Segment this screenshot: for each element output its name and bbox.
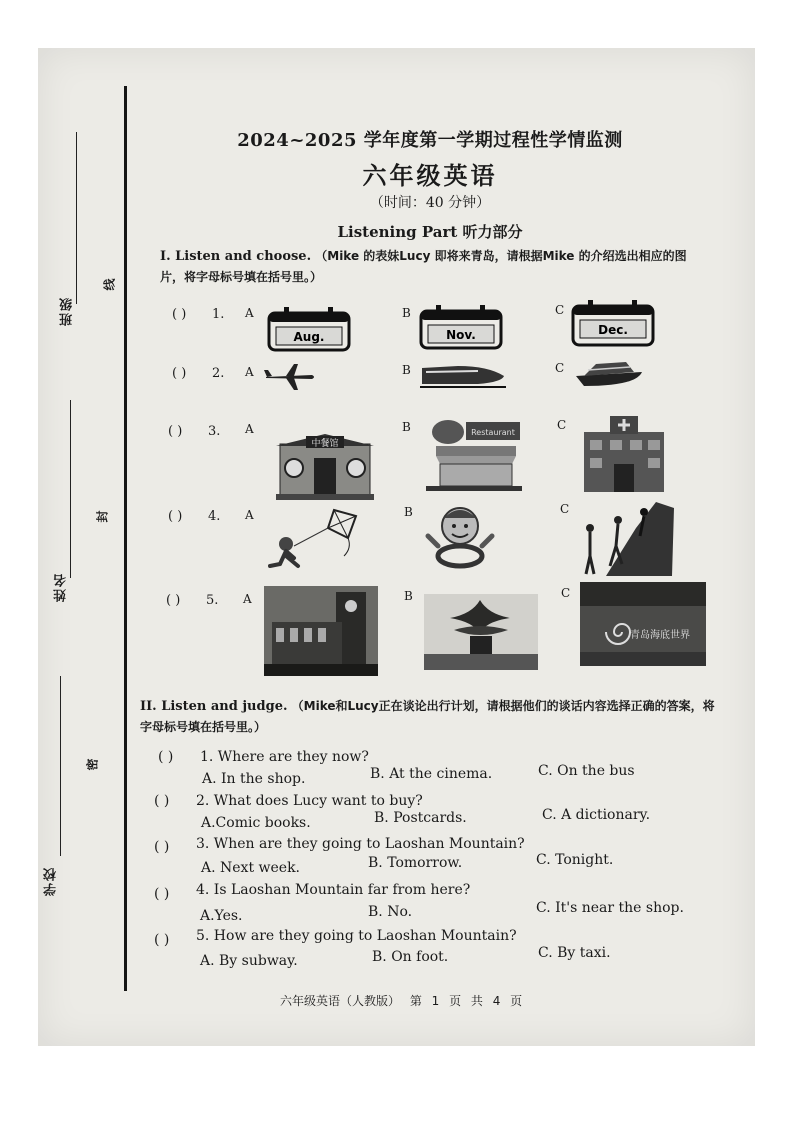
landmark-sculpture-icon xyxy=(424,594,538,670)
question-text: 1. Where are they now? xyxy=(200,749,369,765)
seal-char-secret: 密 xyxy=(85,758,100,771)
landmark-station-icon xyxy=(264,586,378,676)
option-b: B. On foot. xyxy=(372,949,449,965)
option-c-label: C xyxy=(555,361,565,375)
swimming-boy-icon xyxy=(424,502,496,576)
question-number: 4. xyxy=(208,509,221,524)
train-icon xyxy=(418,362,506,390)
seal-char-line: 线 xyxy=(102,278,117,291)
name-label: 姓名 xyxy=(54,572,69,602)
answer-paren[interactable]: ( ) xyxy=(168,509,183,524)
question-text: 2. What does Lucy want to buy? xyxy=(196,793,423,809)
section2-title: II. Listen and judge. xyxy=(140,699,288,714)
option-a-label: A xyxy=(245,422,254,436)
class-blank-line xyxy=(76,132,77,304)
calendar-dec-icon xyxy=(570,298,656,348)
option-a-label: A xyxy=(245,508,254,522)
option-b-label: B xyxy=(404,589,413,603)
option-c: C. It's near the shop. xyxy=(536,900,684,916)
question-number: 2. xyxy=(212,366,225,381)
option-a: A. Next week. xyxy=(201,860,301,876)
option-a-label: A xyxy=(243,592,252,606)
question-number: 5. xyxy=(206,593,219,608)
option-a-label: A xyxy=(245,306,254,320)
school-blank-line xyxy=(60,676,61,856)
seal-char-seal: 封 xyxy=(95,510,110,523)
class-label: 班级 xyxy=(60,296,75,326)
answer-paren[interactable]: ( ) xyxy=(172,366,187,381)
option-c: C. By taxi. xyxy=(538,945,611,961)
answer-paren[interactable]: ( ) xyxy=(166,593,181,608)
answer-paren[interactable]: ( ) xyxy=(154,793,170,809)
question-text: 5. How are they going to Laoshan Mountain? xyxy=(196,928,517,944)
answer-paren[interactable]: ( ) xyxy=(172,307,187,322)
section1-heading xyxy=(160,246,710,288)
option-b-label: B xyxy=(404,505,413,519)
chinese-restaurant-icon xyxy=(276,432,374,500)
option-a: A. By subway. xyxy=(200,953,298,969)
option-a: A. In the shop. xyxy=(202,771,306,787)
exam-subject: 六年级英语 xyxy=(362,161,498,190)
restaurant-sign: Restaurant xyxy=(471,428,515,437)
option-a: A.Yes. xyxy=(200,908,243,924)
option-b-label: B xyxy=(402,420,411,434)
question-number: 1. xyxy=(212,307,225,322)
calendar-nov-icon xyxy=(418,303,504,351)
answer-paren[interactable]: ( ) xyxy=(168,424,183,439)
option-b-label: B xyxy=(402,363,411,377)
calendar-aug-icon xyxy=(266,305,352,353)
option-c-label: C xyxy=(555,303,565,317)
question-text: 3. When are they going to Laoshan Mountain? xyxy=(196,836,525,852)
aquarium-sign: 青岛海底世界 xyxy=(630,630,690,641)
hospital-icon xyxy=(576,414,672,494)
exam-time: （时间：40 分钟） xyxy=(369,195,491,211)
option-b: B. No. xyxy=(368,904,413,920)
section2-instruction: （Mike和Lucy正在谈论出行计划，请根据他们的谈话内容选择正确的答案，将字母标号填在括号里。） xyxy=(140,699,715,734)
section1-instruction: （Mike 的表妹Lucy 即将来青岛，请根据Mike 的介绍选出相应的图片，将字母标号填在括号里。） xyxy=(160,249,687,284)
calendar-aug-label: Aug. xyxy=(293,330,325,344)
option-b: B. Tomorrow. xyxy=(368,855,463,871)
answer-paren[interactable]: ( ) xyxy=(154,839,170,855)
option-c: C. On the bus xyxy=(538,763,635,779)
aquarium-icon xyxy=(580,582,706,666)
page-footer: 六年级英语（人教版） 第 1 页 共 4 页 xyxy=(280,994,523,1008)
option-a: A.Comic books. xyxy=(201,815,311,831)
name-blank-line xyxy=(70,400,71,578)
exam-title: 2024~2025 学年度第一学期过程性学情监测 xyxy=(237,130,623,151)
option-c-label: C xyxy=(557,418,567,432)
binding-line xyxy=(124,86,127,991)
school-label: 学校 xyxy=(44,866,59,896)
option-b: B. At the cinema. xyxy=(370,766,493,782)
hiking-icon xyxy=(576,498,674,578)
answer-paren[interactable]: ( ) xyxy=(158,749,174,765)
ship-icon xyxy=(574,358,644,388)
question-text: 4. Is Laoshan Mountain far from here? xyxy=(196,882,471,898)
option-c-label: C xyxy=(560,502,570,516)
flying-kite-icon xyxy=(264,506,364,572)
chinese-restaurant-sign: 中餐馆 xyxy=(311,439,339,449)
option-a-label: A xyxy=(245,365,254,379)
airplane-icon xyxy=(264,362,316,392)
part-title: Listening Part 听力部分 xyxy=(337,223,523,241)
question-number: 3. xyxy=(208,424,221,439)
option-c-label: C xyxy=(561,586,571,600)
option-c: C. A dictionary. xyxy=(542,807,651,823)
section2-heading xyxy=(140,696,725,738)
section1-title: I. Listen and choose. xyxy=(160,249,312,264)
calendar-nov-label: Nov. xyxy=(446,328,476,342)
option-b-label: B xyxy=(402,306,411,320)
calendar-dec-label: Dec. xyxy=(598,323,628,337)
answer-paren[interactable]: ( ) xyxy=(154,886,170,902)
option-b: B. Postcards. xyxy=(374,810,467,826)
answer-paren[interactable]: ( ) xyxy=(154,932,170,948)
restaurant-icon xyxy=(426,416,522,492)
option-c: C. Tonight. xyxy=(536,852,614,868)
